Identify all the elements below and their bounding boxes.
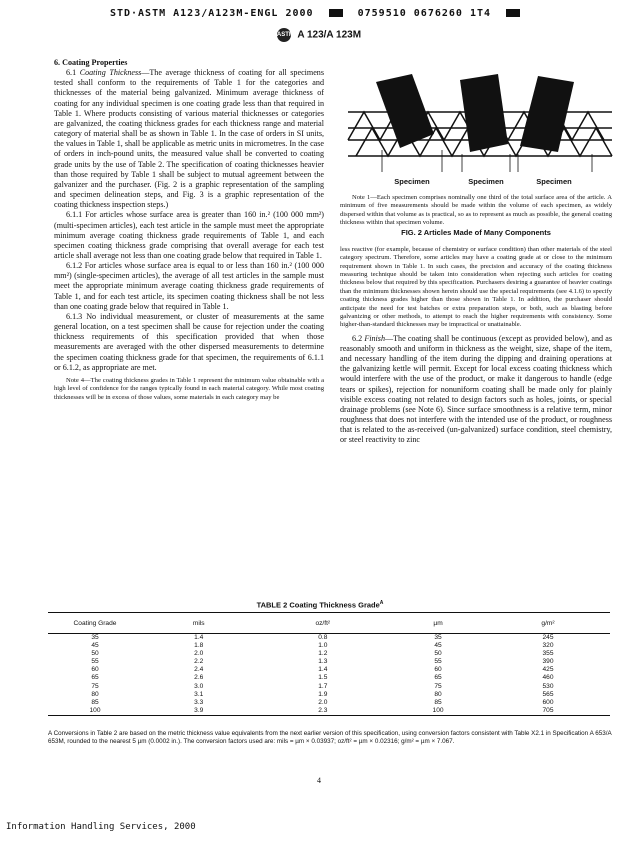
footer-credit: Information Handling Services, 2000 — [6, 822, 196, 832]
table-cell: 50 — [91, 650, 99, 658]
table-cell: 35 — [434, 634, 442, 641]
table-row — [48, 650, 610, 658]
table-cell: 1.2 — [318, 650, 328, 658]
paragraph-6-2: 6.2 Finish—The coating shall be continuous (except as provided below), and as reasonably smooth and uniform in thickness as the weight, size, shape of the item, and necessary handling of the item during the dipping and draining operations at the galvanizing kettle will permit. Except for local excess coating thickness which would interfere with the use of the product, or make it dangerous to handle (edge tears or spikes), rejection for nonuniform coating shall be made only for plainly visible excess coating not related to design factors such as holes, joints, or special drainage problems (see Note 6). Since surface smoothness is a relative term, minor roughness that does not interfere with the intended use of the product, or roughness that is related to the as-received (un-galvanized) surface condition, steel chemistry, or steel reactivity to zinc — [340, 333, 613, 445]
table-cell: 100 — [48, 707, 142, 716]
coating-thickness-table — [48, 612, 610, 716]
table-cell: 1.3 — [318, 658, 328, 666]
table-cell: 50 — [434, 650, 442, 658]
table-cell: 0.8 — [318, 634, 328, 641]
specimen-label: Specimen — [468, 177, 504, 186]
page-number: 4 — [317, 776, 321, 785]
table-cell: 2.4 — [194, 666, 204, 674]
table-cell: 60 — [434, 666, 442, 674]
table-cell: 75 — [91, 682, 99, 690]
standard-number: A 123/A 123M — [297, 29, 362, 41]
table-cell: 600 — [542, 698, 554, 706]
table-cell: 1.7 — [318, 682, 328, 690]
right-column — [340, 194, 612, 446]
truss-illustration — [342, 72, 618, 190]
column-header: mils — [142, 613, 256, 634]
table-cell: 3.9 — [142, 707, 256, 716]
table-row — [48, 683, 610, 691]
note-4: Note 4—The coating thickness grades in Table 1 represent the minimum value obtainable with a high level of confidence for the ranges typically found in each material category. While most coating thicknesses will be in excess of those values, some materials in each category may be — [54, 376, 324, 401]
figure-note-1: Note 1—Each specimen comprises nominally one third of the total surface area of the article. A minimum of five measurements should be made within the volume of each specimen, as widely dispersed within that volume as is practical, so as to represent as much as possible, the general coating thickness within that specimen volume. — [340, 194, 612, 227]
column-header: µm — [390, 613, 486, 634]
column-header: g/m² — [486, 613, 610, 634]
table-cell: 705 — [486, 707, 610, 716]
table-cell: 1.5 — [318, 674, 328, 682]
table-row — [48, 699, 610, 707]
table-row — [48, 658, 610, 666]
table-cell: 85 — [91, 698, 99, 706]
note-4-continued: less reactive (for example, because of chemistry or surface condition) than other materials of the steel category spectrum. Therefore, some articles may have a coating grade at or close to the minimum requirement shown in Table 1. In such cases, the precision and accuracy of the coating thickness measuring technique should be taken into consideration when rejecting such articles for coating thickness below that required by this specification. Purchasers desiring a guarantee of heavier coatings than the minimum thicknesses shown herein should use the special requirements (see 4.1.6) to specify coating thickness grades higher than those shown in Table 1. In addition, the purchaser should anticipate the need for test batches or extra preparation steps, or both, such as blasting before galvanizing or other methods, to attempt to reach the higher requirements with consistency. Some higher-than-standard thicknesses may be impractical or unattainable. — [340, 245, 612, 329]
table-cell: 85 — [434, 698, 442, 706]
specimen-label: Specimen — [394, 177, 430, 186]
paragraph-6-1-3: 6.1.3 No individual measurement, or cluster of measurements at the same general location, on a test specimen shall be cause for rejection under the coating thickness requirements of this specification provided that when those measurements are averaged with the other dispersed measurements to determine the specimen coating thickness grade for that specimen, the requirements of 6.1.1 or 6.1.2, as appropriate are met. — [54, 311, 324, 372]
table-row — [48, 666, 610, 674]
header-left: STD·ASTM A123/A123M-ENGL 2000 — [109, 8, 314, 19]
table-row — [48, 691, 610, 699]
table-cell: 80 — [91, 690, 99, 698]
table-cell: 2.2 — [194, 658, 204, 666]
column-header: oz/ft² — [256, 613, 391, 634]
table-row — [48, 642, 610, 650]
table-cell: 100 — [390, 707, 486, 716]
table-cell: 75 — [434, 682, 442, 690]
table-2-title: TABLE 2 Coating Thickness Grade$^A$ — [256, 600, 384, 610]
table-cell: 530 — [542, 682, 554, 690]
section-heading: 6. Coating Properties — [54, 58, 128, 67]
document-header — [0, 8, 638, 19]
table-cell: 65 — [434, 674, 442, 682]
table-cell: 565 — [542, 690, 554, 698]
figure-2-diagram — [342, 72, 618, 190]
specimen-label: Specimen — [536, 177, 572, 186]
table-cell: 60 — [91, 666, 99, 674]
paragraph-6-1-2: 6.1.2 For articles whose surface area is equal to or less than 160 in.² (100 000 mm²) (single-specimen articles), the average of all test articles in the sample must meet the appropriate minimum average coating thickness grade requirements of Table 1, and for each test article, its specimen coating thickness shall be not less than one coating grade below that required in Table 1. — [54, 261, 324, 311]
barcode-mark — [329, 9, 343, 17]
left-column — [54, 58, 324, 402]
table-cell: 2.3 — [256, 707, 391, 716]
table-cell: 425 — [542, 666, 554, 674]
table-row — [48, 634, 610, 643]
table-cell: 460 — [542, 674, 554, 682]
table-cell: 3.1 — [194, 690, 204, 698]
paragraph-6-1-1: 6.1.1 For articles whose surface area is greater than 160 in.² (100 000 mm²) (multi-specimen articles), each test article in the sample must meet the appropriate minimum average coating thickness grade requirements of Table 1, and each specimen coating thickness grade comprising that overall average for each test article shall average not less than one coating grade below that required in Table 1. — [54, 210, 324, 260]
table-row — [48, 707, 610, 716]
table-cell: 390 — [542, 658, 554, 666]
table-cell: 35 — [91, 634, 99, 641]
table-cell: 65 — [91, 674, 99, 682]
table-cell: 55 — [91, 658, 99, 666]
table-footnote: A Conversions in Table 2 are based on the metric thickness value equivalents from the next earlier version of this specification, using conversion factors consistent with Table X2.1 in Specification A 653/A 653M, rounded to the nearest 5 µm (0.0002 in.). The conversion factors used are: mils = µm × 0.03937; oz/ft² = µm × 0.02316; g/m² = µm × 7.067. — [48, 730, 612, 745]
paragraph-6-1: 6.1 Coating Thickness—The average thickness of coating for all specimens tested shall conform to the requirements of Table 1 for the categories and thicknesses of the material being galvanized. Minimum average thickness of coating for any individual specimen is one coating grade less than that required in Table 1. Where products consisting of various material thicknesses or categories are galvanized, the coating thickness grades for each thickness range and material category of material shall be as shown in Table 1. In the case of orders in SI units, the values in Table 1, shall be applicable as metric units in micrometres. In the case of orders in inch-pound units, the measured value shall be converted to coating grade units by the use of Table 2. The specification of coating thicknesses heavier than those required by Table 1 shall be subject to mutual agreement between the galvanizer and the purchaser. (Fig. 2 is a graphic representation of the sampling and specimen delineation steps, and Fig. 3 is a graphic representation of the coating thickness inspection steps.) — [54, 68, 324, 210]
table-cell: 1.8 — [194, 642, 204, 650]
table-cell: 2.0 — [194, 650, 204, 658]
table-cell: 1.0 — [318, 642, 328, 650]
table-row — [48, 674, 610, 682]
table-cell: 2.0 — [318, 698, 328, 706]
header-right: 0759510 0676260 1T4 — [357, 8, 492, 19]
table-cell: 3.3 — [194, 698, 204, 706]
table-cell: 45 — [434, 642, 442, 650]
figure-caption: FIG. 2 Articles Made of Many Components — [401, 227, 551, 237]
table-cell: 1.4 — [194, 634, 204, 641]
table-cell: 80 — [434, 690, 442, 698]
table-cell: 1.4 — [318, 666, 328, 674]
barcode-mark — [506, 9, 520, 17]
table-cell: 3.0 — [194, 682, 204, 690]
standard-title — [0, 28, 638, 42]
table-cell: 2.6 — [194, 674, 204, 682]
table-cell: 355 — [542, 650, 554, 658]
table-cell: 1.9 — [318, 690, 328, 698]
table-cell: 45 — [91, 642, 99, 650]
column-header: Coating Grade — [48, 613, 142, 634]
table-cell: 55 — [434, 658, 442, 666]
table-cell: 320 — [542, 642, 554, 650]
table-cell: 245 — [542, 634, 554, 641]
astm-logo-icon: ASTM — [277, 28, 291, 42]
